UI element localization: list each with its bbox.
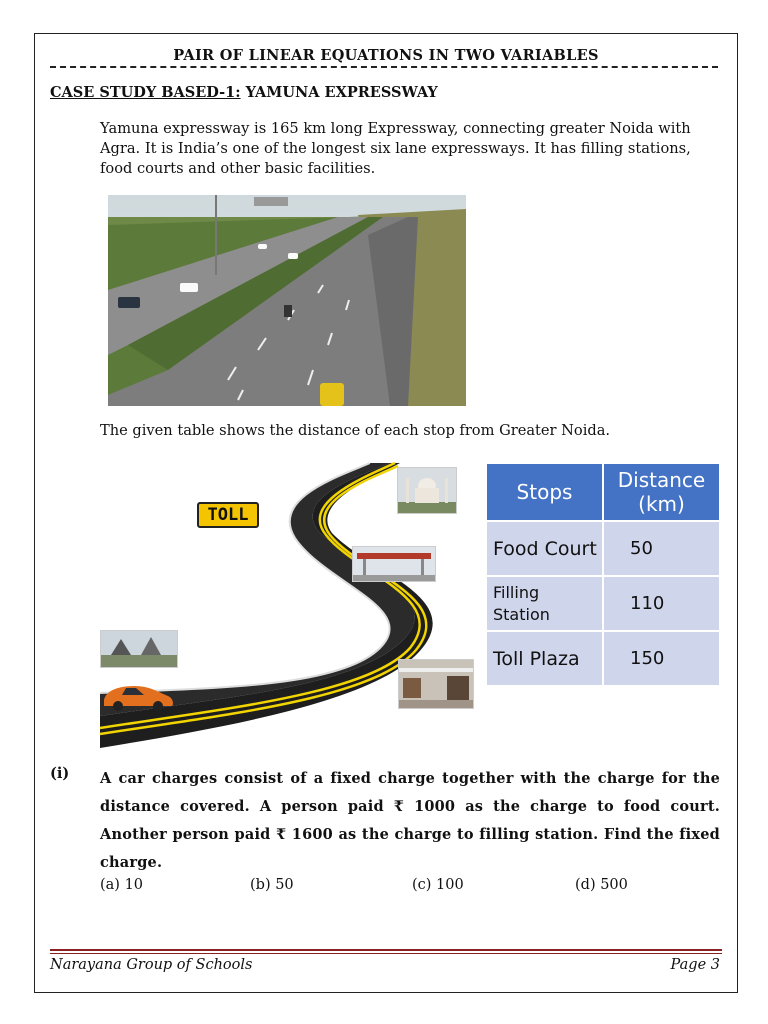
greater-noida-image	[100, 630, 178, 668]
footer-rule-thin	[50, 953, 722, 954]
distance-cell: 110	[603, 576, 720, 631]
table-intro: The given table shows the distance of each stop from Greater Noida.	[100, 422, 611, 439]
food-court-image	[398, 659, 474, 709]
option-a: (a) 10	[100, 877, 144, 893]
option-d: (d) 500	[575, 877, 628, 893]
table-row	[486, 521, 720, 576]
stop-cell: Filling Station	[486, 576, 603, 631]
option-c: (c) 100	[412, 877, 464, 893]
footer-school: Narayana Group of Schools	[50, 957, 253, 973]
intro-paragraph: Yamuna expressway is 165 km long Expressway, connecting greater Noida with Agra. It is India’s one of the longest six lane expressways. It has filling stations, food courts and other basic facilities.	[100, 120, 691, 177]
case-study-title: YAMUNA EXPRESSWAY	[240, 84, 438, 101]
header-distance: Distance (km)	[603, 463, 720, 521]
question-number: (i)	[50, 765, 70, 782]
case-study-label: CASE STUDY BASED-1:	[50, 84, 241, 101]
case-study-heading	[50, 84, 438, 101]
expressway-photo	[108, 195, 466, 406]
table-header-row	[486, 463, 720, 521]
dashed-divider	[50, 66, 718, 70]
filling-station-image	[352, 546, 436, 582]
table-row	[486, 576, 720, 631]
page-title: PAIR OF LINEAR EQUATIONS IN TWO VARIABLES	[173, 47, 599, 64]
stop-cell: Toll Plaza	[486, 631, 603, 686]
distance-cell: 150	[603, 631, 720, 686]
car-image	[100, 678, 175, 712]
stop-cell: Food Court	[486, 521, 603, 576]
table-row	[486, 631, 720, 686]
header-stops: Stops	[486, 463, 603, 521]
distance-cell: 50	[603, 521, 720, 576]
question-text: A car charges consist of a fixed charge together with the charge for the distance covered. A person paid ₹ 1000 as the charge to food court. Another person paid ₹ 1600 as the charge to filling station. Find the fixed charge.	[100, 770, 720, 871]
toll-sign: TOLL	[197, 502, 259, 528]
stops-distance-table	[485, 462, 721, 687]
taj-mahal-image	[397, 467, 457, 514]
footer-page-number: Page 3	[670, 957, 720, 973]
option-b: (b) 50	[250, 877, 294, 893]
footer-rule	[50, 949, 722, 951]
